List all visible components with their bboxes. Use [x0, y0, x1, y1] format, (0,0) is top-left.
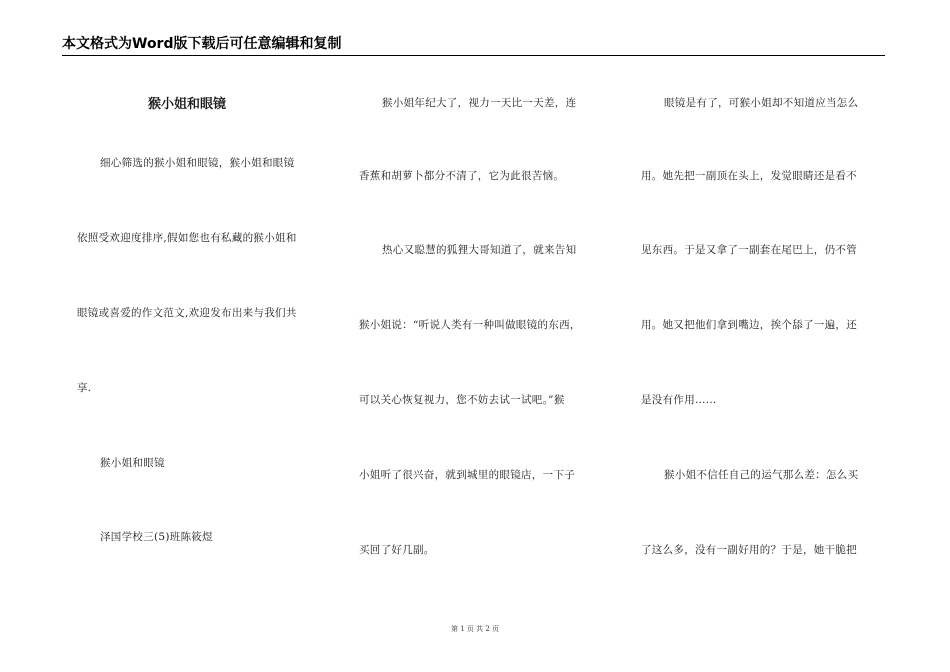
col1-line-4: 享. — [77, 382, 92, 394]
col2-line-7: 买回了好几副。 — [359, 544, 435, 556]
col2-line-4: 猴小姐说：“听说人类有一种叫做眼镜的东西， — [359, 319, 581, 331]
col1-author: 泽国学校三(5)班陈筱煜 — [100, 531, 213, 543]
col2-line-5: 可以关心恢复视力，您不妨去试一试吧。”猴 — [359, 394, 565, 406]
page-number-footer: 第 1 页 共 2 页 — [450, 625, 500, 633]
col3-line-5: 是没有作用…… — [641, 394, 717, 406]
col3-line-2: 用。她先把一副顶在头上，发觉眼睛还是看不 — [641, 170, 857, 182]
article-title: 猴小姐和眼镜 — [148, 97, 227, 112]
col3-line-4: 用。她又把他们拿到嘴边，挨个舔了一遍，还 — [641, 319, 857, 331]
col3-line-3: 见东西。于是又拿了一副套在尾巴上，仍不管 — [641, 244, 857, 256]
col1-subtitle: 猴小姐和眼镜 — [100, 457, 165, 469]
col2-line-2: 香蕉和胡萝卜都分不清了，它为此很苦恼。 — [359, 170, 565, 182]
col1-line-2: 依照受欢迎度排序,假如您也有私藏的猴小姐和 — [77, 232, 297, 244]
col1-line-3: 眼镜或喜爱的作文范文,欢迎发布出来与我们共 — [77, 307, 297, 319]
col3-line-1: 眼镜是有了，可猴小姐却不知道应当怎么 — [664, 97, 859, 109]
document-header-title: 本文格式为Word版下载后可任意编辑和复制 — [62, 36, 342, 52]
header-divider — [62, 55, 885, 56]
col2-line-1: 猴小姐年纪大了，视力一天比一天差，连 — [382, 97, 577, 109]
col3-line-7: 了这么多，没有一副好用的？于是，她干脆把 — [641, 544, 857, 556]
col2-line-3: 热心又聪慧的狐狸大哥知道了，就来告知 — [382, 244, 577, 256]
col3-line-6: 猴小姐不信任自己的运气那么差：怎么买 — [664, 469, 859, 481]
col2-line-6: 小姐听了很兴奋，就到城里的眼镜店，一下子 — [359, 469, 575, 481]
col1-line-1: 细心筛选的猴小姐和眼镜，猴小姐和眼镜 — [100, 157, 295, 169]
